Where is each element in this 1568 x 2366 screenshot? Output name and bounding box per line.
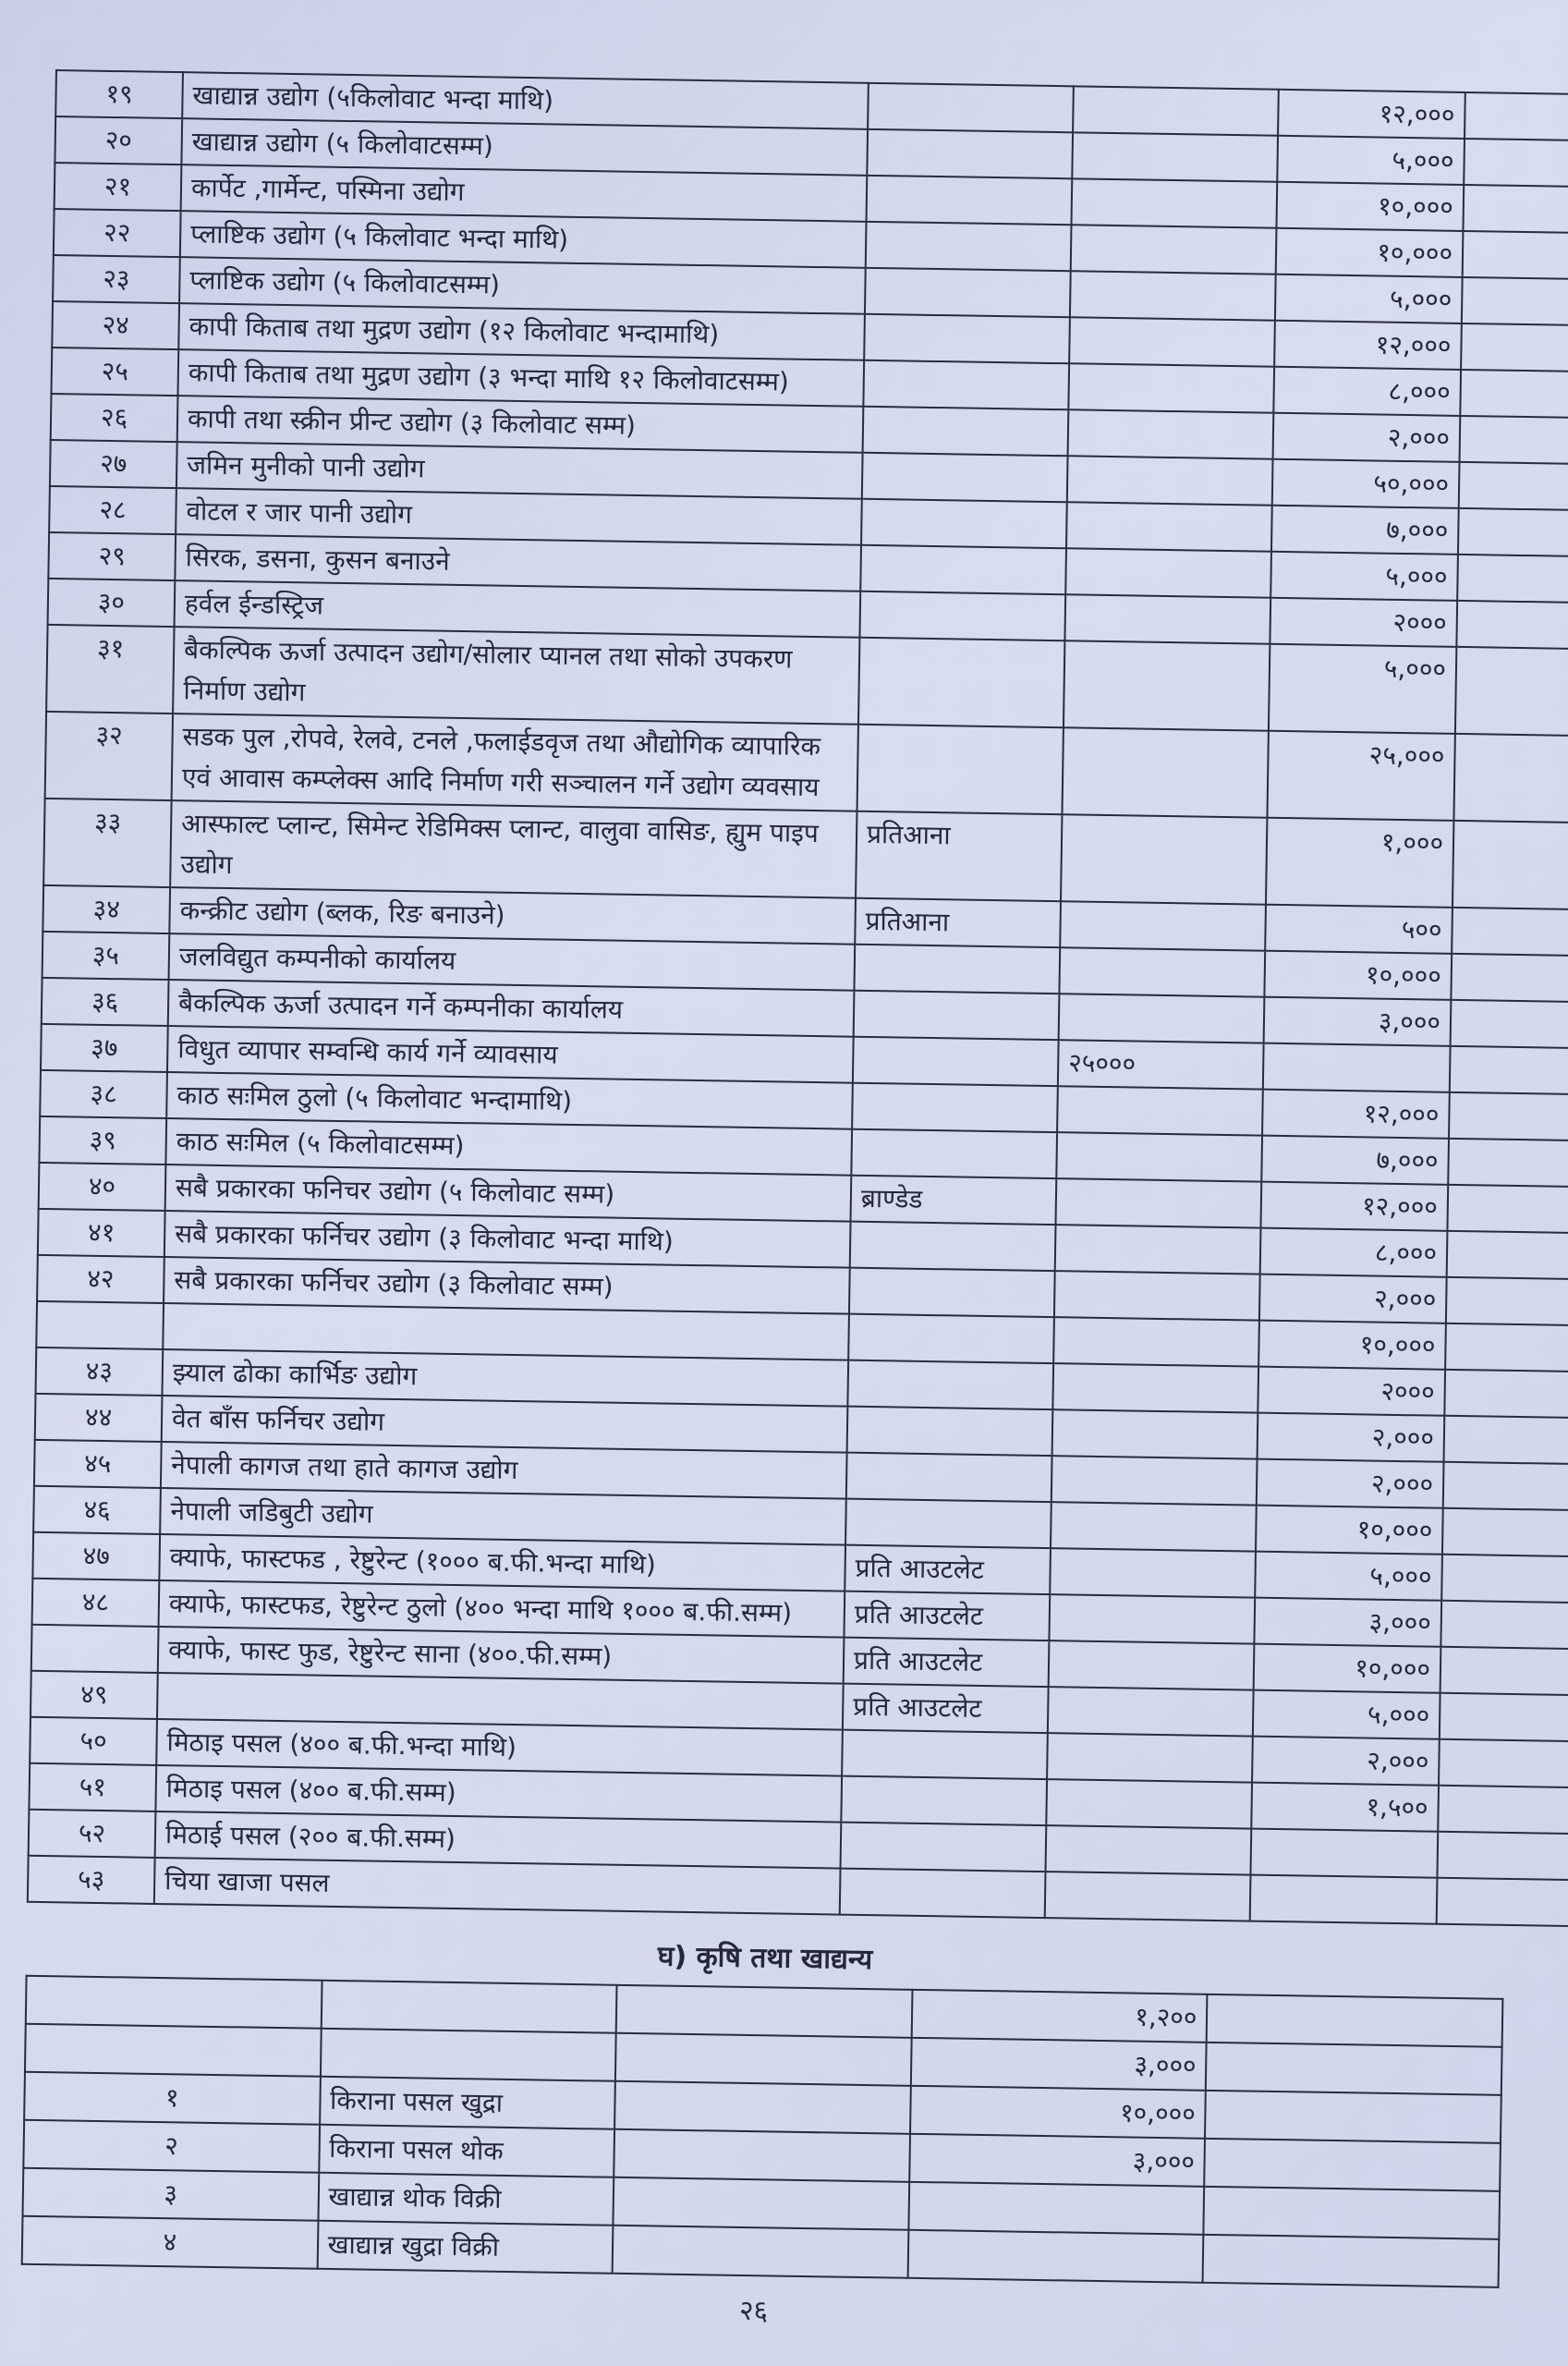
serial-number-cell: ३८ bbox=[40, 1070, 167, 1118]
amount-cell: १,५०० bbox=[1251, 1783, 1439, 1832]
amount-cell: १२,००० bbox=[1260, 1182, 1448, 1231]
amount-cell: १०,००० bbox=[1276, 228, 1464, 277]
unit-cell bbox=[615, 2033, 911, 2086]
serial-number-cell: ४३ bbox=[35, 1348, 163, 1396]
unit-cell bbox=[861, 499, 1067, 548]
unit-cell bbox=[845, 1499, 1051, 1548]
unit-cell bbox=[860, 545, 1066, 594]
industry-name-cell: हर्वल ईन्डस्ट्रिज bbox=[175, 580, 861, 638]
item-name-cell bbox=[321, 1981, 616, 2033]
amount-cell bbox=[908, 2182, 1204, 2235]
amount-cell: २००० bbox=[1258, 1367, 1445, 1416]
item-name-cell bbox=[321, 2029, 616, 2081]
industry-name-cell: बैकल्पिक ऊर्जा उत्पादन उद्योग/सोलार प्यानल तथा सोको उपकरण निर्माण उद्योग bbox=[173, 627, 859, 725]
serial-number-cell: ४२ bbox=[37, 1255, 164, 1303]
extra-rate-cell bbox=[1052, 1363, 1258, 1412]
unit-cell bbox=[614, 2177, 909, 2230]
serial-number-cell: २६ bbox=[51, 394, 178, 442]
serial-number-cell: ३७ bbox=[41, 1024, 168, 1072]
extra-rate-cell bbox=[1057, 1086, 1263, 1135]
industry-name-cell: सिरक, डसना, कुसन बनाउने bbox=[175, 534, 861, 592]
unit-cell bbox=[866, 222, 1072, 271]
empty-cell bbox=[1460, 370, 1568, 419]
empty-cell bbox=[1458, 508, 1568, 557]
serial-number-cell: २ bbox=[23, 2120, 319, 2173]
amount-cell: ८,००० bbox=[1260, 1228, 1448, 1277]
unit-cell bbox=[842, 1730, 1048, 1779]
extra-rate-cell bbox=[1046, 1779, 1252, 1828]
amount-cell: १,००० bbox=[1266, 818, 1453, 908]
serial-number-cell: ४५ bbox=[34, 1440, 162, 1488]
amount-cell: ५,००० bbox=[1270, 552, 1458, 601]
amount-cell: १०,००० bbox=[1276, 182, 1464, 231]
unit-cell bbox=[862, 453, 1068, 502]
unit-cell bbox=[867, 176, 1073, 225]
amount-cell bbox=[1263, 1043, 1451, 1092]
unit-cell: प्रति आउटलेट bbox=[844, 1638, 1050, 1687]
extra-rate-cell bbox=[1061, 814, 1267, 904]
unit-cell bbox=[840, 1869, 1046, 1918]
empty-cell bbox=[1205, 2091, 1501, 2143]
agriculture-food-body bbox=[22, 1920, 1504, 2287]
amount-cell: २,००० bbox=[1273, 413, 1461, 462]
empty-cell bbox=[1450, 1046, 1568, 1095]
amount-cell: २,००० bbox=[1259, 1274, 1447, 1323]
serial-number-cell: ३२ bbox=[45, 712, 173, 800]
serial-number-cell: २८ bbox=[49, 486, 176, 534]
amount-cell: १२,००० bbox=[1274, 321, 1462, 370]
industry-name-cell: कापी किताब तथा मुद्रण उद्योग (१२ किलोवाट भन्दामाथि) bbox=[178, 303, 865, 360]
extra-rate-cell bbox=[1060, 901, 1266, 950]
extra-rate-cell bbox=[1068, 363, 1274, 412]
amount-cell: ७,००० bbox=[1271, 506, 1459, 555]
unit-cell bbox=[852, 1083, 1058, 1132]
industry-name-cell: मिठाइ पसल (४०० ब.फी.सम्म) bbox=[155, 1765, 842, 1823]
serial-number-cell: १९ bbox=[55, 70, 183, 118]
industry-name-cell: खाद्यान्न उद्योग (५किलोवाट भन्दा माथि) bbox=[182, 72, 869, 129]
extra-rate-cell bbox=[1071, 178, 1277, 227]
empty-cell bbox=[1437, 1878, 1568, 1927]
extra-rate-cell bbox=[1066, 502, 1272, 551]
extra-rate-cell bbox=[1062, 727, 1268, 817]
empty-cell bbox=[1440, 1601, 1568, 1650]
amount-cell: ३,००० bbox=[911, 2038, 1207, 2091]
amount-cell: ५,००० bbox=[1255, 1552, 1442, 1601]
industry-name-cell: जमिन मुनीको पानी उद्योग bbox=[176, 442, 863, 499]
empty-cell bbox=[1441, 1555, 1568, 1604]
industry-name-cell: जलविद्युत कम्पनीको कार्यालय bbox=[169, 933, 856, 991]
extra-rate-cell: २५००० bbox=[1058, 1040, 1264, 1089]
serial-number-cell bbox=[36, 1301, 164, 1349]
industry-name-cell: कापी किताब तथा मुद्रण उद्योग (३ भन्दा माथि १२ किलोवाटसम्म) bbox=[177, 349, 864, 407]
empty-cell bbox=[1203, 2235, 1499, 2287]
empty-cell bbox=[1463, 185, 1568, 234]
industry-name-cell: नेपाली कागज तथा हाते कागज उद्योग bbox=[161, 1442, 847, 1499]
amount-cell: ५०,००० bbox=[1272, 459, 1460, 508]
serial-number-cell: ४९ bbox=[30, 1671, 158, 1719]
amount-cell: २,००० bbox=[1257, 1459, 1444, 1508]
amount-cell: १०,००० bbox=[910, 2086, 1206, 2139]
serial-number-cell: ४१ bbox=[38, 1209, 165, 1257]
unit-cell bbox=[867, 129, 1073, 178]
unit-cell bbox=[863, 407, 1069, 456]
extra-rate-cell bbox=[1068, 409, 1274, 458]
industry-tariff-body bbox=[28, 70, 1568, 1927]
unit-cell bbox=[846, 1453, 1052, 1502]
industry-name-cell: क्याफे, फास्टफड , रेष्टुरेन्ट (१००० ब.फी.भन्दा माथि) bbox=[159, 1534, 845, 1592]
industry-tariff-table bbox=[27, 69, 1568, 1928]
empty-cell bbox=[1204, 2187, 1500, 2239]
amount-cell: २,००० bbox=[1252, 1737, 1440, 1786]
empty-cell bbox=[1457, 555, 1568, 604]
serial-number-cell: ५१ bbox=[29, 1763, 156, 1811]
unit-cell bbox=[854, 991, 1060, 1040]
unit-cell bbox=[854, 945, 1060, 994]
empty-cell bbox=[1451, 954, 1568, 1003]
extra-rate-cell bbox=[1064, 640, 1270, 730]
serial-number-cell bbox=[26, 1976, 322, 2029]
item-name-cell: किराना पसल थोक bbox=[319, 2125, 614, 2177]
industry-name-cell: आस्फाल्ट प्लान्ट, सिमेन्ट रेडिमिक्स प्लान्ट, वालुवा वासिङ, ह्युम पाइप उद्योग bbox=[170, 800, 857, 898]
empty-cell bbox=[1207, 1994, 1502, 2047]
item-name-cell: किराना पसल खुद्रा bbox=[320, 2077, 615, 2129]
empty-cell bbox=[1452, 908, 1568, 957]
empty-cell bbox=[1444, 1416, 1568, 1465]
serial-number-cell: ४६ bbox=[33, 1486, 161, 1534]
empty-cell bbox=[1465, 92, 1568, 141]
amount-cell: २००० bbox=[1270, 598, 1457, 647]
tariff-sheet bbox=[21, 69, 1534, 2288]
extra-rate-cell bbox=[1047, 1733, 1253, 1782]
serial-number-cell: २३ bbox=[53, 255, 180, 303]
empty-cell bbox=[1440, 1693, 1568, 1742]
empty-cell bbox=[1440, 1647, 1568, 1696]
unit-cell: प्रति आउटलेट bbox=[844, 1592, 1050, 1640]
unit-cell bbox=[857, 725, 1063, 814]
extra-rate-cell bbox=[1048, 1687, 1254, 1736]
empty-cell bbox=[1444, 1370, 1568, 1419]
empty-cell bbox=[1206, 2043, 1501, 2095]
amount-cell: ३,००० bbox=[1254, 1598, 1441, 1647]
extra-rate-cell bbox=[1073, 86, 1279, 135]
extra-rate-cell bbox=[1053, 1317, 1259, 1366]
extra-rate-cell bbox=[1072, 132, 1278, 181]
extra-rate-cell bbox=[1065, 548, 1271, 597]
empty-cell bbox=[1462, 277, 1568, 326]
extra-rate-cell bbox=[1052, 1409, 1258, 1458]
extra-rate-cell bbox=[1055, 1225, 1261, 1274]
empty-cell bbox=[1453, 821, 1568, 910]
extra-rate-cell bbox=[1051, 1456, 1258, 1505]
industry-name-cell: नेपाली जडिबुटी उद्योग bbox=[160, 1488, 846, 1545]
extra-rate-cell bbox=[1067, 456, 1273, 505]
extra-rate-cell bbox=[1054, 1271, 1260, 1320]
amount-cell bbox=[1250, 1829, 1438, 1878]
serial-number-cell: ३३ bbox=[43, 799, 171, 887]
extra-rate-cell bbox=[1045, 1872, 1251, 1921]
unit-cell bbox=[849, 1268, 1055, 1317]
extra-rate-cell bbox=[1070, 271, 1276, 320]
empty-cell bbox=[1453, 734, 1568, 823]
extra-rate-cell bbox=[1051, 1502, 1257, 1551]
industry-name-cell: प्लाष्टिक उद्योग (५ किलोवाट भन्दा माथि) bbox=[180, 211, 867, 268]
unit-cell bbox=[847, 1360, 1053, 1409]
empty-cell bbox=[1442, 1508, 1568, 1557]
unit-cell bbox=[614, 2129, 909, 2182]
serial-number-cell: ४८ bbox=[32, 1579, 160, 1627]
agriculture-food-table bbox=[21, 1920, 1505, 2288]
serial-number-cell: ३६ bbox=[42, 978, 169, 1026]
unit-cell bbox=[613, 2226, 908, 2278]
industry-name-cell: सबै प्रकारका फर्निचर उद्योग (३ किलोवाट सम्म) bbox=[164, 1257, 850, 1314]
amount-cell: ५,००० bbox=[1253, 1690, 1440, 1739]
unit-cell bbox=[851, 1129, 1057, 1178]
amount-cell: ५,००० bbox=[1277, 136, 1465, 185]
amount-cell: १२,००० bbox=[1278, 90, 1465, 139]
serial-number-cell: ४४ bbox=[35, 1394, 163, 1442]
empty-cell bbox=[1464, 139, 1568, 188]
amount-cell: १,२०० bbox=[911, 1990, 1207, 2043]
serial-number-cell: ५३ bbox=[28, 1856, 155, 1904]
empty-cell bbox=[1463, 231, 1568, 280]
amount-cell: १०,००० bbox=[1264, 951, 1452, 1000]
serial-number-cell bbox=[31, 1625, 159, 1673]
empty-cell bbox=[1448, 1139, 1568, 1188]
industry-name-cell: वोटल र जार पानी उद्योग bbox=[176, 488, 862, 545]
serial-number-cell: ३९ bbox=[39, 1116, 166, 1165]
extra-rate-cell bbox=[1046, 1825, 1252, 1874]
extra-rate-cell bbox=[1059, 947, 1265, 996]
unit-cell bbox=[841, 1823, 1047, 1872]
amount-cell: १०,००० bbox=[1254, 1644, 1441, 1693]
amount-cell: २५,००० bbox=[1267, 731, 1454, 821]
industry-name-cell: क्याफे, फास्टफड, रेष्टुरेन्ट ठुलो (४०० भन्दा माथि १००० ब.फी.सम्म) bbox=[159, 1580, 845, 1638]
empty-cell bbox=[1447, 1185, 1568, 1234]
unit-cell bbox=[863, 360, 1069, 409]
extra-rate-cell bbox=[1064, 594, 1270, 643]
extra-rate-cell bbox=[1050, 1548, 1256, 1597]
empty-cell bbox=[1459, 462, 1568, 511]
industry-name-cell: कन्क्रीट उद्योग (ब्लक, रिङ बनाउने) bbox=[169, 887, 856, 945]
empty-cell bbox=[1447, 1231, 1568, 1280]
extra-rate-cell bbox=[1071, 225, 1277, 274]
industry-name-cell: विधुत व्यापार सम्वन्धि कार्य गर्ने व्यावसाय bbox=[167, 1026, 854, 1083]
empty-cell bbox=[1460, 416, 1568, 465]
serial-number-cell: ३१ bbox=[46, 625, 174, 713]
amount-cell: ५०० bbox=[1265, 905, 1453, 954]
industry-name-cell: क्याफे, फास्ट फुड, रेष्टुरेन्ट साना (४००.फी.सम्म) bbox=[158, 1627, 845, 1684]
empty-cell bbox=[1449, 1092, 1568, 1141]
empty-cell bbox=[1456, 601, 1568, 650]
unit-cell bbox=[859, 592, 1065, 640]
empty-cell bbox=[1437, 1832, 1568, 1881]
extra-rate-cell bbox=[1056, 1132, 1262, 1181]
section-title: घ) कृषि तथा खाद्यन्य bbox=[657, 1940, 873, 1977]
empty-cell bbox=[1461, 323, 1568, 372]
amount-cell: ३,००० bbox=[909, 2134, 1205, 2187]
serial-number-cell bbox=[25, 2024, 321, 2077]
item-name-cell: खाद्यान्न खुद्रा विक्री bbox=[317, 2221, 613, 2274]
serial-number-cell: ५२ bbox=[29, 1810, 156, 1858]
industry-name-cell: प्लाष्टिक उद्योग (५ किलोवाटसम्म) bbox=[179, 257, 866, 314]
amount-cell: २,००० bbox=[1258, 1413, 1445, 1462]
empty-cell bbox=[1438, 1786, 1568, 1835]
serial-number-cell: २२ bbox=[54, 209, 181, 257]
unit-cell bbox=[841, 1776, 1047, 1825]
unit-cell bbox=[616, 1985, 912, 2038]
industry-name-cell: खाद्यान्न उद्योग (५ किलोवाटसम्म) bbox=[181, 118, 868, 176]
serial-number-cell: २९ bbox=[48, 532, 176, 580]
extra-rate-cell bbox=[1049, 1640, 1255, 1689]
empty-cell bbox=[1439, 1739, 1568, 1788]
empty-cell bbox=[1446, 1277, 1568, 1326]
industry-name-cell: कापी तथा स्क्रीन प्रीन्ट उद्योग (३ किलोवाट सम्म) bbox=[177, 396, 864, 453]
amount-cell: ३,००० bbox=[1264, 997, 1452, 1046]
serial-number-cell: ४ bbox=[22, 2216, 318, 2269]
amount-cell: ७,००० bbox=[1261, 1136, 1449, 1185]
empty-cell bbox=[1445, 1323, 1568, 1372]
industry-name-cell: बैकल्पिक ऊर्जा उत्पादन गर्ने कम्पनीका कार्यालय bbox=[168, 980, 855, 1037]
empty-cell bbox=[1455, 647, 1568, 737]
unit-cell bbox=[850, 1222, 1056, 1271]
serial-number-cell: २४ bbox=[52, 301, 179, 349]
industry-name-cell: चिया खाजा पसल bbox=[154, 1858, 841, 1915]
serial-number-cell: २७ bbox=[50, 440, 177, 488]
extra-rate-cell bbox=[1049, 1594, 1255, 1643]
unit-cell bbox=[614, 2081, 910, 2134]
unit-cell: प्रति आउटलेट bbox=[843, 1684, 1049, 1733]
serial-number-cell: २१ bbox=[55, 163, 182, 211]
industry-name-cell: काठ सःमिल ठुलो (५ किलोवाट भन्दामाथि) bbox=[166, 1072, 853, 1129]
page-number: २६ bbox=[738, 2294, 769, 2328]
industry-name-cell: झ्याल ढोका कार्भिङ उद्योग bbox=[162, 1349, 848, 1407]
empty-cell bbox=[1451, 1000, 1568, 1049]
industry-name-cell: सबै प्रकारका फर्निचर उद्योग (३ किलोवाट भन्दा माथि) bbox=[164, 1211, 851, 1268]
unit-cell: प्रति आउटलेट bbox=[845, 1545, 1051, 1594]
industry-name-cell: काठ सःमिल (५ किलोवाटसम्म) bbox=[165, 1118, 852, 1176]
industry-name-cell: मिठाइ पसल (४०० ब.फी.भन्दा माथि) bbox=[156, 1719, 843, 1776]
serial-number-cell: १ bbox=[24, 2072, 320, 2125]
item-name-cell: खाद्यान्न थोक विक्री bbox=[318, 2173, 614, 2226]
amount-cell: ५,००० bbox=[1275, 274, 1463, 323]
unit-cell bbox=[858, 638, 1064, 727]
industry-name-cell: सबै प्रकारका फनिचर उद्योग (५ किलोवाट सम्म) bbox=[165, 1165, 852, 1222]
empty-cell bbox=[1443, 1462, 1568, 1511]
empty-cell bbox=[1205, 2139, 1501, 2191]
serial-number-cell: ५० bbox=[30, 1717, 157, 1765]
amount-cell: १०,००० bbox=[1258, 1321, 1446, 1370]
unit-cell: प्रतिआना bbox=[856, 811, 1062, 901]
extra-rate-cell bbox=[1055, 1178, 1261, 1227]
amount-cell: १२,००० bbox=[1262, 1090, 1450, 1139]
serial-number-cell: २० bbox=[55, 116, 182, 165]
amount-cell bbox=[907, 2230, 1203, 2283]
industry-name-cell: वेत बाँस फर्निचर उद्योग bbox=[162, 1396, 848, 1453]
serial-number-cell: ३५ bbox=[43, 932, 170, 980]
unit-cell bbox=[865, 268, 1071, 317]
serial-number-cell: ४७ bbox=[32, 1532, 160, 1580]
serial-number-cell: ३० bbox=[48, 579, 176, 627]
unit-cell: ब्राण्डेड bbox=[851, 1176, 1057, 1225]
industry-name-cell: सडक पुल ,रोपवे, रेलवे, टनले ,फलाईडवृज तथा औद्योगिक व्यापारिक एवं आवास कम्प्लेक्स आदि निर्माण गरी सञ्चालन गर्ने उद्योग व्यवसाय bbox=[172, 713, 858, 811]
industry-name-cell: कार्पेट ,गार्मेन्ट, पस्मिना उद्योग bbox=[181, 165, 868, 222]
serial-number-cell: ३४ bbox=[43, 885, 170, 933]
amount-cell: ५,००० bbox=[1269, 644, 1456, 734]
unit-cell bbox=[847, 1407, 1053, 1456]
serial-number-cell: २५ bbox=[51, 348, 178, 396]
extra-rate-cell bbox=[1069, 317, 1275, 366]
unit-cell bbox=[864, 314, 1070, 363]
serial-number-cell: ३ bbox=[23, 2168, 319, 2221]
unit-cell bbox=[868, 83, 1074, 132]
amount-cell: ८,००० bbox=[1273, 367, 1461, 416]
unit-cell: प्रतिआना bbox=[855, 898, 1061, 947]
amount-cell: १०,००० bbox=[1256, 1506, 1443, 1555]
extra-rate-cell bbox=[1059, 994, 1265, 1043]
amount-cell bbox=[1250, 1875, 1438, 1924]
serial-number-cell: ४० bbox=[39, 1163, 166, 1211]
industry-name-cell: मिठाई पसल (२०० ब.फी.सम्म) bbox=[155, 1811, 842, 1869]
unit-cell bbox=[853, 1037, 1059, 1086]
unit-cell bbox=[848, 1314, 1054, 1363]
